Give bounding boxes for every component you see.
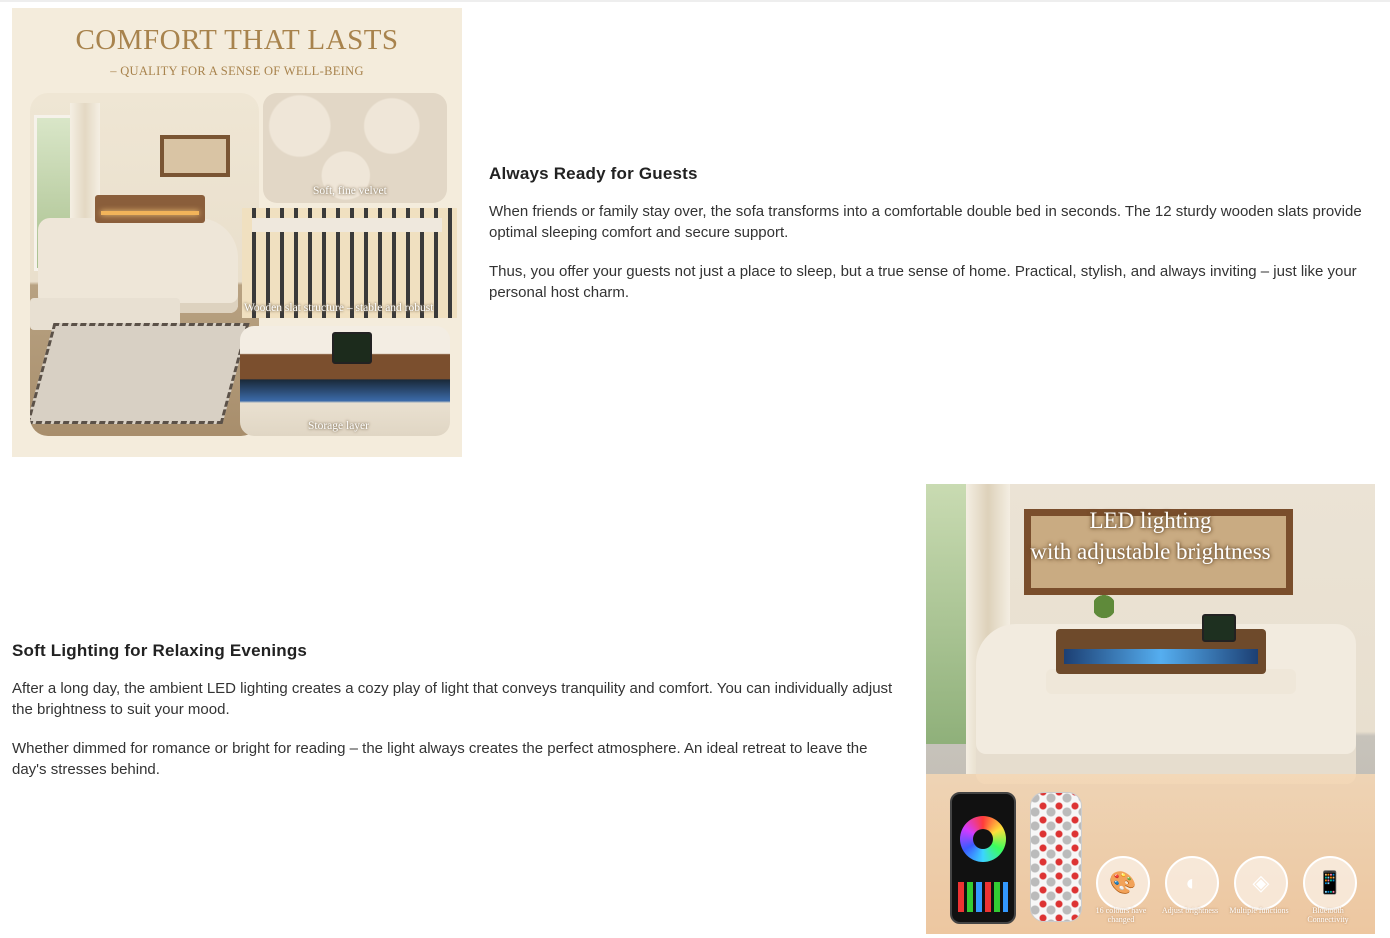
shapes-icon: ◈ <box>1234 856 1288 910</box>
phone-app-icon <box>950 792 1016 924</box>
led-product-image <box>926 484 1375 934</box>
remote-control-icon <box>1030 792 1082 922</box>
feature-label-bluetooth: Bluetooth Connectivity <box>1307 906 1349 924</box>
led-heading-line2: with adjustable brightness <box>1030 539 1271 564</box>
top-divider <box>0 0 1390 2</box>
lighting-paragraph-1: After a long day, the ambient LED lighting creates a cozy play of light that conveys tranquility and comfort. You can individually adjust the brightness to suit your mood. <box>12 680 893 718</box>
feature-label-functions: Multiple functions <box>1229 906 1289 915</box>
feature-label-colours: 16 colours have changed <box>1095 906 1147 924</box>
velvet-caption: Soft, fine velvet <box>313 185 387 197</box>
storage-detail-photo <box>240 326 450 436</box>
image-heading: COMFORT THAT LASTS <box>75 24 399 56</box>
guests-paragraph-1: When friends or family stay over, the sofa transforms into a comfortable double bed in seconds. The 12 sturdy wooden slats provide optimal sleeping comfort and secure support. <box>489 203 1362 241</box>
velvet-detail-photo <box>263 93 447 203</box>
guests-section <box>489 164 1379 303</box>
guests-paragraph-2: Thus, you offer your guests not just a place to sleep, but a true sense of home. Practical, stylish, and always inviting – just like your personal host charm. <box>489 263 1357 301</box>
lighting-title: Soft Lighting for Relaxing Evenings <box>12 641 308 660</box>
guests-title: Always Ready for Guests <box>489 164 698 183</box>
phone-signal-icon: 📱 <box>1303 856 1357 910</box>
brightness-icon: ◐ <box>1165 856 1219 910</box>
comfort-product-image <box>12 8 462 457</box>
image-subheading: – QUALITY FOR A SENSE OF WELL-BEING <box>110 64 364 78</box>
slat-detail-photo <box>242 208 457 318</box>
palette-icon: 🎨 <box>1096 856 1150 910</box>
feature-label-brightness: Adjust brightness <box>1161 906 1219 915</box>
led-heading-line1: LED lighting <box>1089 508 1212 533</box>
slat-caption: Wooden slat structure – stable and robust <box>244 302 434 314</box>
storage-caption: Storage layer <box>308 420 369 432</box>
lighting-section <box>12 641 902 780</box>
lighting-paragraph-2: Whether dimmed for romance or bright for reading – the light always creates the perfect atmosphere. An ideal retreat to leave the day's stresses behind. <box>12 740 868 778</box>
room-photo <box>30 93 259 436</box>
